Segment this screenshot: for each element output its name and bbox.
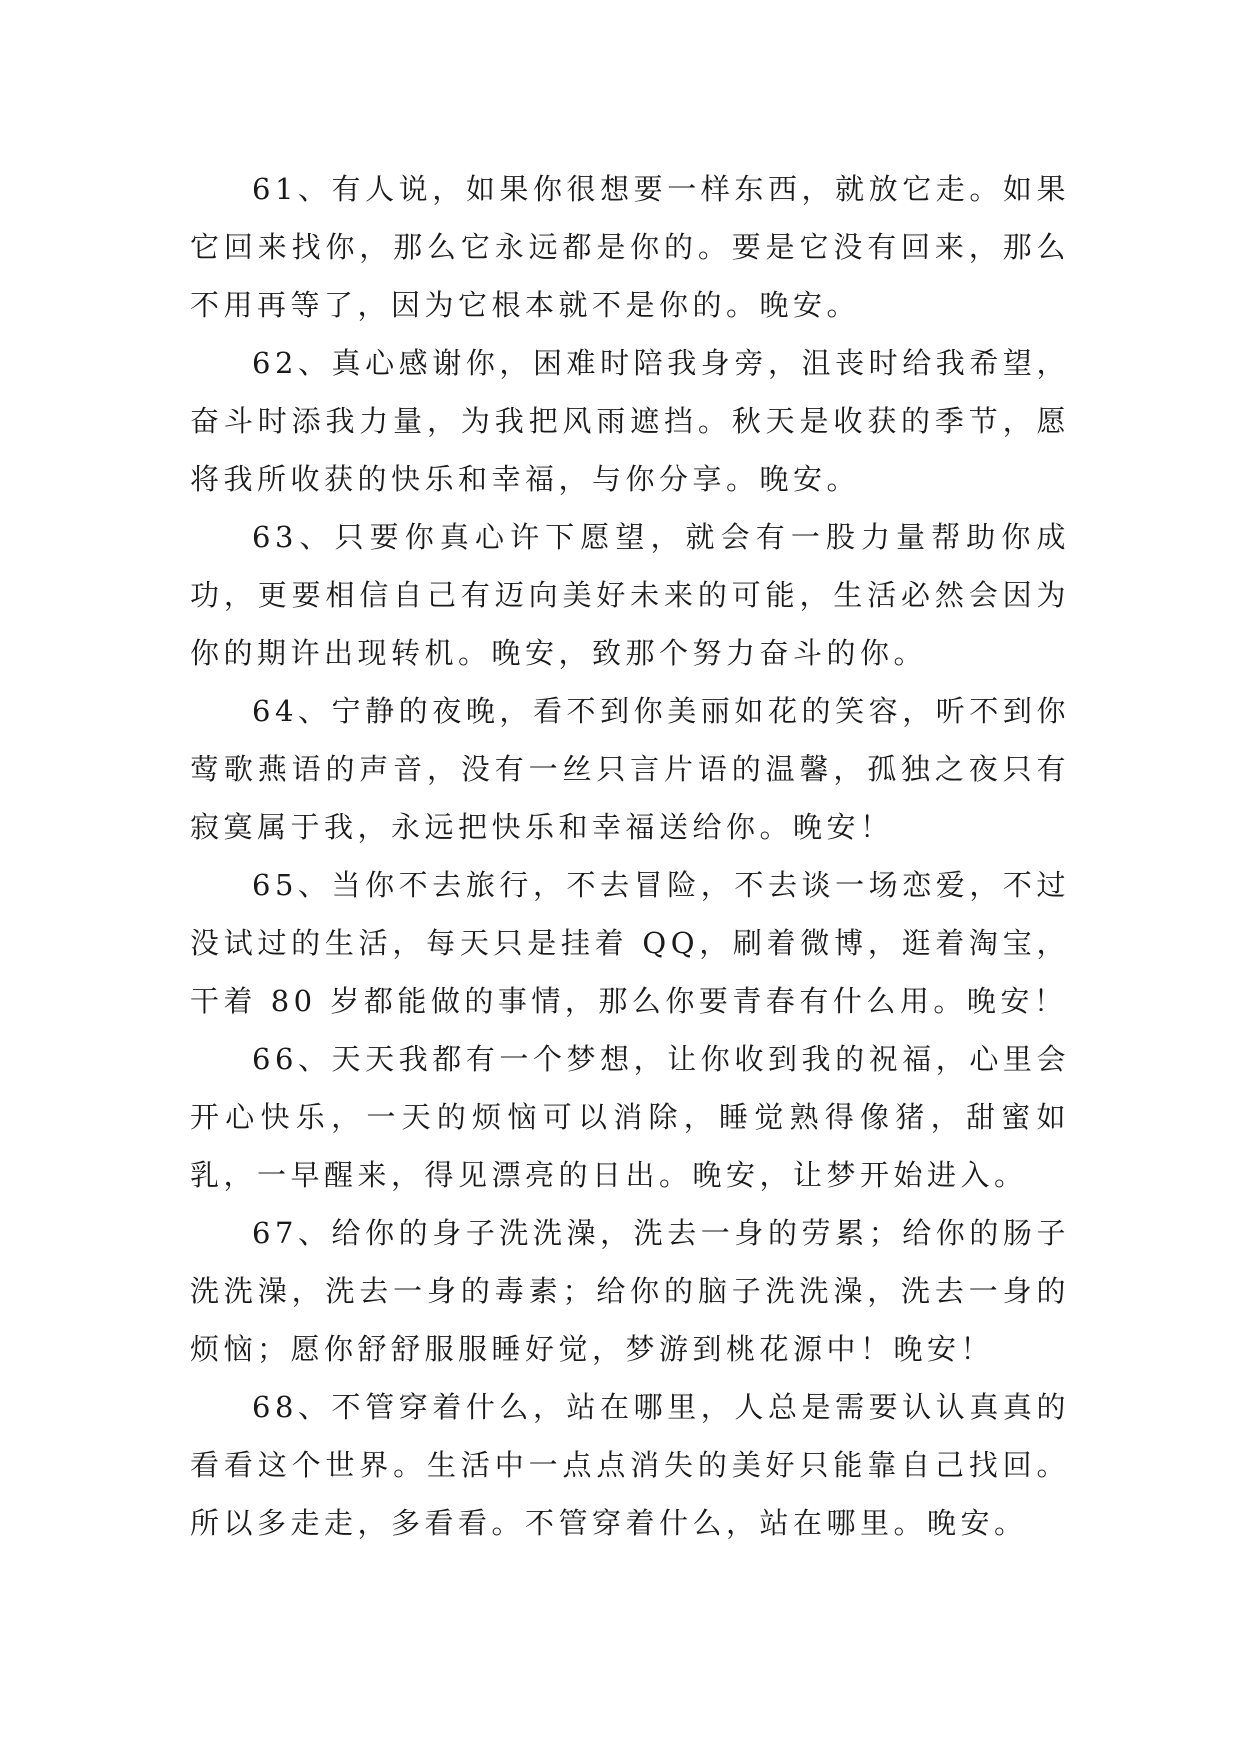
- paragraph-66: 66、天天我都有一个梦想，让你收到我的祝福，心里会开心快乐，一天的烦恼可以消除，睡觉熟得像猪，甜蜜如乳，一早醒来，得见漂亮的日出。晚安，让梦开始进入。: [190, 1042, 1070, 1192]
- paragraph-64: 64、宁静的夜晚，看不到你美丽如花的笑容，听不到你莺歌燕语的声音，没有一丝只言片语的温馨，孤独之夜只有寂寞属于我，永远把快乐和幸福送给你。晚安！: [190, 694, 1070, 844]
- paragraph-61: 61、有人说，如果你很想要一样东西，就放它走。如果它回来找你，那么它永远都是你的。要是它没有回来，那么不用再等了，因为它根本就不是你的。晚安。: [190, 172, 1070, 322]
- paragraph-65: 65、当你不去旅行，不去冒险，不去谈一场恋爱，不过没试过的生活，每天只是挂着 QQ，刷着微博，逛着淘宝，干着 80 岁都能做的事情，那么你要青春有什么用。晚安！: [190, 868, 1070, 1018]
- paragraph-68: 68、不管穿着什么，站在哪里，人总是需要认认真真的看看这个世界。生活中一点点消失的美好只能靠自己找回。所以多走走，多看看。不管穿着什么，站在哪里。晚安。: [190, 1390, 1070, 1540]
- paragraph-67: 67、给你的身子洗洗澡，洗去一身的劳累；给你的肠子洗洗澡，洗去一身的毒素；给你的脑子洗洗澡，洗去一身的烦恼；愿你舒舒服服睡好觉，梦游到桃花源中！晚安！: [190, 1216, 1070, 1366]
- paragraph-62: 62、真心感谢你，困难时陪我身旁，沮丧时给我希望，奋斗时添我力量，为我把风雨遮挡。秋天是收获的季节，愿将我所收获的快乐和幸福，与你分享。晚安。: [190, 346, 1070, 496]
- document-body: [190, 160, 1070, 1552]
- paragraph-63: 63、只要你真心许下愿望，就会有一股力量帮助你成功，更要相信自己有迈向美好未来的可能，生活必然会因为你的期许出现转机。晚安，致那个努力奋斗的你。: [190, 520, 1070, 670]
